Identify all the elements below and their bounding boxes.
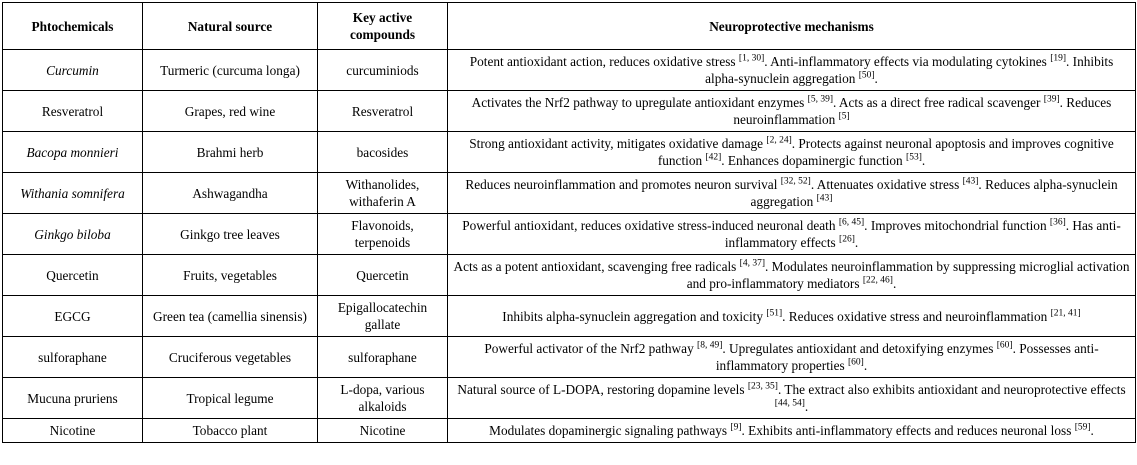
- cell-neuroprotective-mechanisms: Reduces neuroinflammation and promotes neuron survival [32, 52]. Attenuates oxidative stress [43]. Reduces alpha-synuclein aggregation [43]: [448, 173, 1136, 214]
- cell-phytochemical: Withania somnifera: [3, 173, 143, 214]
- column-header-phytochemicals: Phtochemicals: [3, 3, 143, 50]
- citation-reference: [43]: [962, 176, 979, 187]
- cell-phytochemical: Curcumin: [3, 50, 143, 91]
- citation-reference: [43]: [816, 193, 833, 204]
- cell-natural-source: Tropical legume: [143, 378, 318, 419]
- table-header-row: [3, 3, 1136, 50]
- citation-reference: [39]: [1043, 94, 1060, 105]
- cell-key-active-compounds: L-dopa, various alkaloids: [318, 378, 448, 419]
- table-row: [3, 132, 1136, 173]
- cell-phytochemical: Bacopa monnieri: [3, 132, 143, 173]
- citation-reference: [59]: [1074, 422, 1091, 433]
- citation-reference: [60]: [848, 357, 864, 368]
- column-header-natural-source: Natural source: [143, 3, 318, 50]
- cell-key-active-compounds: Withanolides, withaferin A: [318, 173, 448, 214]
- table-row: [3, 296, 1136, 337]
- citation-reference: [53]: [906, 152, 922, 163]
- cell-neuroprotective-mechanisms: Inhibits alpha-synuclein aggregation and toxicity [51]. Reduces oxidative stress and neuroinflammation [21, 41]: [448, 296, 1136, 337]
- table-body: [3, 50, 1136, 443]
- citation-reference: [51]: [766, 308, 783, 319]
- cell-key-active-compounds: Flavonoids, terpenoids: [318, 214, 448, 255]
- cell-natural-source: Ashwagandha: [143, 173, 318, 214]
- cell-neuroprotective-mechanisms: Natural source of L-DOPA, restoring dopamine levels [23, 35]. The extract also exhibits antioxidant and neuroprotective effects [44, 54].: [448, 378, 1136, 419]
- cell-neuroprotective-mechanisms: Potent antioxidant action, reduces oxidative stress [1, 30]. Anti-inflammatory effects via modulating cytokines [19]. Inhibits alpha-synuclein aggregation [50].: [448, 50, 1136, 91]
- citation-reference: [23, 35]: [747, 381, 778, 392]
- citation-reference: [1, 30]: [738, 53, 765, 64]
- table-row: [3, 91, 1136, 132]
- cell-key-active-compounds: Nicotine: [318, 419, 448, 443]
- column-header-neuroprotective-mechanisms: Neuroprotective mechanisms: [448, 3, 1136, 50]
- cell-neuroprotective-mechanisms: Powerful antioxidant, reduces oxidative stress-induced neuronal death [6, 45]. Improves mitochondrial function [36]. Has anti-inflammatory effects [26].: [448, 214, 1136, 255]
- cell-key-active-compounds: sulforaphane: [318, 337, 448, 378]
- cell-key-active-compounds: Resveratrol: [318, 91, 448, 132]
- table-row: [3, 419, 1136, 443]
- citation-reference: [2, 24]: [766, 135, 792, 146]
- citation-reference: [9]: [730, 422, 742, 433]
- cell-neuroprotective-mechanisms: Strong antioxidant activity, mitigates oxidative damage [2, 24]. Protects against neuronal apoptosis and improves cognitive function [42]. Enhances dopaminergic function [53].: [448, 132, 1136, 173]
- cell-natural-source: Green tea (camellia sinensis): [143, 296, 318, 337]
- cell-phytochemical: Nicotine: [3, 419, 143, 443]
- table-row: [3, 214, 1136, 255]
- phytochemicals-table: [2, 2, 1136, 443]
- cell-phytochemical: Mucuna pruriens: [3, 378, 143, 419]
- table-header: [3, 3, 1136, 50]
- cell-natural-source: Tobacco plant: [143, 419, 318, 443]
- citation-reference: [26]: [839, 234, 855, 245]
- citation-reference: [50]: [858, 70, 875, 81]
- citation-reference: [22, 46]: [862, 275, 893, 286]
- citation-reference: [5, 39]: [807, 94, 833, 105]
- cell-natural-source: Ginkgo tree leaves: [143, 214, 318, 255]
- cell-neuroprotective-mechanisms: Activates the Nrf2 pathway to upregulate antioxidant enzymes [5, 39]. Acts as a direct free radical scavenger [39]. Reduces neuroinflammation [5]: [448, 91, 1136, 132]
- cell-natural-source: Turmeric (curcuma longa): [143, 50, 318, 91]
- citation-reference: [32, 52]: [780, 176, 811, 187]
- citation-reference: [36]: [1049, 217, 1066, 228]
- citation-reference: [44, 54]: [774, 398, 805, 409]
- table-row: [3, 173, 1136, 214]
- citation-reference: [8, 49]: [697, 340, 723, 351]
- cell-natural-source: Fruits, vegetables: [143, 255, 318, 296]
- cell-natural-source: Cruciferous vegetables: [143, 337, 318, 378]
- cell-key-active-compounds: curcuminiods: [318, 50, 448, 91]
- citation-reference: [5]: [838, 111, 850, 122]
- cell-natural-source: Brahmi herb: [143, 132, 318, 173]
- citation-reference: [42]: [705, 152, 722, 163]
- citation-reference: [4, 37]: [739, 258, 765, 269]
- citation-reference: [21, 41]: [1050, 308, 1081, 319]
- cell-natural-source: Grapes, red wine: [143, 91, 318, 132]
- column-header-key-active-compounds: Key active compounds: [318, 3, 448, 50]
- table-row: [3, 255, 1136, 296]
- cell-key-active-compounds: Epigallocatechin gallate: [318, 296, 448, 337]
- cell-neuroprotective-mechanisms: Powerful activator of the Nrf2 pathway [8, 49]. Upregulates antioxidant and detoxifying enzymes [60]. Possesses anti-inflammatory properties [60].: [448, 337, 1136, 378]
- cell-phytochemical: sulforaphane: [3, 337, 143, 378]
- cell-phytochemical: Resveratrol: [3, 91, 143, 132]
- cell-key-active-compounds: Quercetin: [318, 255, 448, 296]
- table-row: [3, 337, 1136, 378]
- cell-phytochemical: Quercetin: [3, 255, 143, 296]
- table-row: [3, 378, 1136, 419]
- table-row: [3, 50, 1136, 91]
- cell-neuroprotective-mechanisms: Modulates dopaminergic signaling pathways [9]. Exhibits anti-inflammatory effects and reduces neuronal loss [59].: [448, 419, 1136, 443]
- cell-neuroprotective-mechanisms: Acts as a potent antioxidant, scavenging free radicals [4, 37]. Modulates neuroinflammation by suppressing microglial activation and pro-inflammatory mediators [22, 46].: [448, 255, 1136, 296]
- cell-key-active-compounds: bacosides: [318, 132, 448, 173]
- citation-reference: [19]: [1050, 53, 1067, 64]
- cell-phytochemical: EGCG: [3, 296, 143, 337]
- cell-phytochemical: Ginkgo biloba: [3, 214, 143, 255]
- citation-reference: [60]: [996, 340, 1013, 351]
- citation-reference: [6, 45]: [838, 217, 865, 228]
